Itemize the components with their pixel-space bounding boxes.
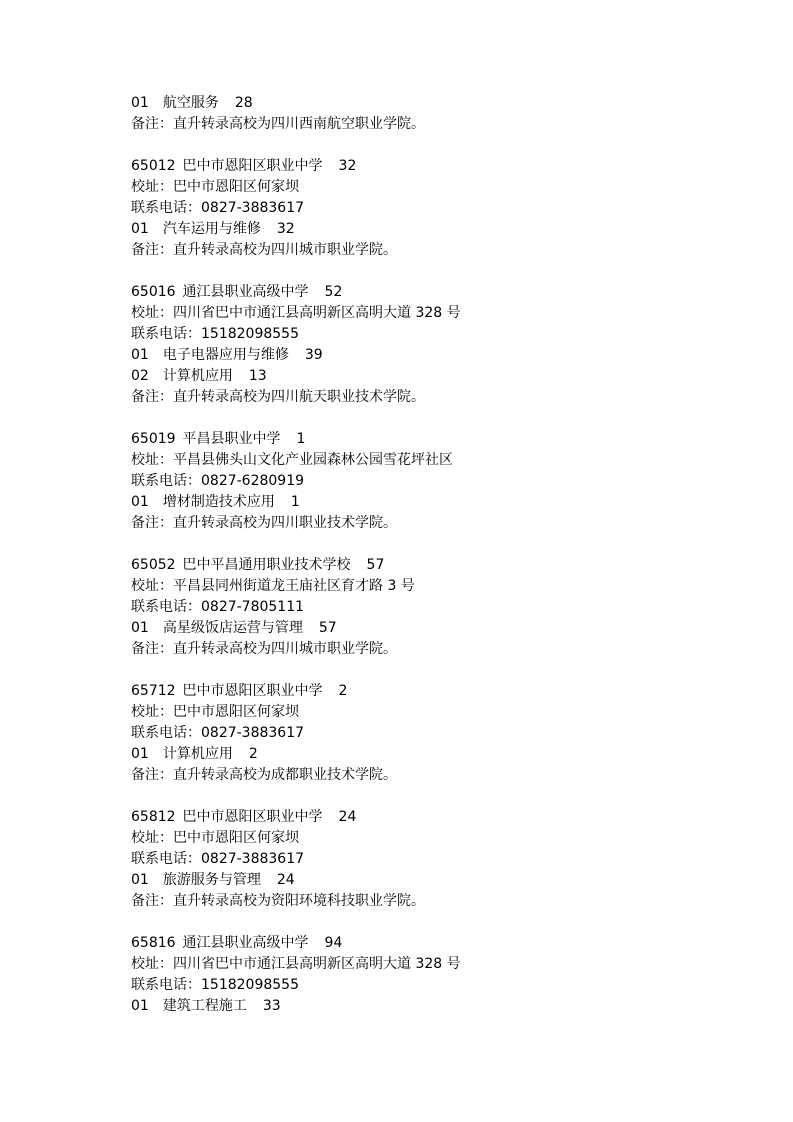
address-line xyxy=(131,954,753,975)
program-line xyxy=(131,618,753,639)
school-code: 65016 xyxy=(131,284,176,300)
phone-line xyxy=(131,849,753,870)
school-title-line xyxy=(131,156,753,177)
school-code: 65816 xyxy=(131,935,176,951)
program-code: 01 xyxy=(131,221,149,237)
phone-line xyxy=(131,975,753,996)
school-entry xyxy=(131,933,753,1017)
program-line xyxy=(131,366,753,387)
address-value: 巴中市恩阳区何家坝 xyxy=(173,179,299,195)
phone-value: 0827-7805111 xyxy=(201,599,305,615)
school-title-line xyxy=(131,282,753,303)
remark-college: 四川城市职业学院 xyxy=(271,242,383,258)
school-entry xyxy=(131,156,753,261)
address-value: 平昌县佛头山文化产业园森林公园雪花坪社区 xyxy=(173,452,453,468)
phone-line xyxy=(131,723,753,744)
program-code: 01 xyxy=(131,494,149,510)
address-label: 校址： xyxy=(131,305,173,321)
phone-label: 联系电话： xyxy=(131,851,201,867)
address-label: 校址： xyxy=(131,452,173,468)
school-entry xyxy=(131,681,753,786)
program-code: 02 xyxy=(131,368,149,384)
school-entry xyxy=(131,282,753,408)
remark-line xyxy=(131,891,753,912)
school-title-line xyxy=(131,807,753,828)
remark-prefix: 备注：直升转录高校为 xyxy=(131,242,271,258)
program-count: 33 xyxy=(262,998,281,1014)
program-code: 01 xyxy=(131,746,149,762)
address-value: 平昌县同州街道龙王庙社区育才路 3 号 xyxy=(173,578,415,594)
phone-line xyxy=(131,198,753,219)
program-name: 建筑工程施工 xyxy=(162,998,247,1014)
address-value: 四川省巴中市通江县高明新区高明大道 328 号 xyxy=(173,305,461,321)
phone-value: 15182098555 xyxy=(201,977,299,993)
address-line xyxy=(131,576,753,597)
remark-line xyxy=(131,114,753,135)
address-label: 校址： xyxy=(131,578,173,594)
school-name: 巴中市恩阳区职业中学 xyxy=(182,683,323,699)
address-line xyxy=(131,702,753,723)
remark-suffix: 。 xyxy=(411,116,425,132)
address-value: 巴中市恩阳区何家坝 xyxy=(173,830,299,846)
remark-prefix: 备注：直升转录高校为 xyxy=(131,641,271,657)
remark-suffix: 。 xyxy=(411,389,425,405)
remark-college: 四川职业技术学院 xyxy=(271,515,383,531)
remark-suffix: 。 xyxy=(411,893,425,909)
phone-label: 联系电话： xyxy=(131,200,201,216)
address-label: 校址： xyxy=(131,830,173,846)
school-name: 通江县职业高级中学 xyxy=(182,284,309,300)
phone-value: 0827-3883617 xyxy=(201,725,305,741)
remark-line xyxy=(131,387,753,408)
school-total: 52 xyxy=(324,284,343,300)
program-code: 01 xyxy=(131,347,149,363)
school-name: 巴中市恩阳区职业中学 xyxy=(182,809,323,825)
school-title-line xyxy=(131,681,753,702)
school-entry xyxy=(131,555,753,660)
school-name: 巴中市恩阳区职业中学 xyxy=(182,158,323,174)
program-code: 01 xyxy=(131,95,149,111)
school-total: 94 xyxy=(324,935,343,951)
remark-college: 成都职业技术学院 xyxy=(271,767,383,783)
phone-label: 联系电话： xyxy=(131,473,201,489)
program-line xyxy=(131,219,753,240)
school-entry xyxy=(131,429,753,534)
address-line xyxy=(131,303,753,324)
phone-value: 0827-6280919 xyxy=(201,473,305,489)
program-code: 01 xyxy=(131,998,149,1014)
program-count: 2 xyxy=(248,746,258,762)
phone-value: 0827-3883617 xyxy=(201,200,305,216)
remark-line xyxy=(131,765,753,786)
address-line xyxy=(131,828,753,849)
remark-prefix: 备注：直升转录高校为 xyxy=(131,893,271,909)
program-line xyxy=(131,93,753,114)
address-value: 四川省巴中市通江县高明新区高明大道 328 号 xyxy=(173,956,461,972)
school-title-line xyxy=(131,933,753,954)
entry-continuation xyxy=(131,93,753,135)
remark-prefix: 备注：直升转录高校为 xyxy=(131,116,271,132)
school-title-line xyxy=(131,429,753,450)
phone-label: 联系电话： xyxy=(131,599,201,615)
school-total: 1 xyxy=(296,431,306,447)
program-name: 计算机应用 xyxy=(162,746,233,762)
school-total: 57 xyxy=(366,557,385,573)
remark-college: 资阳环境科技职业学院 xyxy=(271,893,411,909)
program-name: 高星级饭店运营与管理 xyxy=(162,620,303,636)
remark-line xyxy=(131,513,753,534)
school-code: 65052 xyxy=(131,557,176,573)
address-label: 校址： xyxy=(131,956,173,972)
program-line xyxy=(131,996,753,1017)
remark-line xyxy=(131,639,753,660)
address-label: 校址： xyxy=(131,179,173,195)
program-name: 航空服务 xyxy=(162,95,219,111)
remark-prefix: 备注：直升转录高校为 xyxy=(131,389,271,405)
phone-line xyxy=(131,597,753,618)
school-code: 65812 xyxy=(131,809,176,825)
school-entry xyxy=(131,807,753,912)
phone-value: 15182098555 xyxy=(201,326,299,342)
remark-suffix: 。 xyxy=(383,641,397,657)
program-count: 32 xyxy=(276,221,295,237)
phone-label: 联系电话： xyxy=(131,977,201,993)
program-name: 旅游服务与管理 xyxy=(162,872,261,888)
school-total: 32 xyxy=(338,158,357,174)
remark-suffix: 。 xyxy=(383,767,397,783)
phone-label: 联系电话： xyxy=(131,725,201,741)
program-line xyxy=(131,870,753,891)
program-count: 57 xyxy=(318,620,337,636)
phone-line xyxy=(131,471,753,492)
phone-label: 联系电话： xyxy=(131,326,201,342)
school-code: 65012 xyxy=(131,158,176,174)
program-count: 24 xyxy=(276,872,295,888)
remark-college: 四川西南航空职业学院 xyxy=(271,116,411,132)
school-code: 65019 xyxy=(131,431,176,447)
remark-suffix: 。 xyxy=(383,242,397,258)
remark-prefix: 备注：直升转录高校为 xyxy=(131,767,271,783)
program-name: 增材制造技术应用 xyxy=(162,494,275,510)
program-name: 电子电器应用与维修 xyxy=(162,347,289,363)
remark-line xyxy=(131,240,753,261)
program-name: 汽车运用与维修 xyxy=(162,221,261,237)
program-code: 01 xyxy=(131,872,149,888)
school-total: 24 xyxy=(338,809,357,825)
remark-prefix: 备注：直升转录高校为 xyxy=(131,515,271,531)
phone-line xyxy=(131,324,753,345)
school-name: 巴中平昌通用职业技术学校 xyxy=(182,557,351,573)
school-code: 65712 xyxy=(131,683,176,699)
program-line xyxy=(131,492,753,513)
address-value: 巴中市恩阳区何家坝 xyxy=(173,704,299,720)
address-line xyxy=(131,177,753,198)
address-line xyxy=(131,450,753,471)
school-total: 2 xyxy=(338,683,348,699)
address-label: 校址： xyxy=(131,704,173,720)
program-code: 01 xyxy=(131,620,149,636)
remark-college: 四川航天职业技术学院 xyxy=(271,389,411,405)
program-name: 计算机应用 xyxy=(162,368,233,384)
program-line xyxy=(131,345,753,366)
school-name: 平昌县职业中学 xyxy=(182,431,281,447)
program-count: 1 xyxy=(290,494,300,510)
school-name: 通江县职业高级中学 xyxy=(182,935,309,951)
program-count: 13 xyxy=(248,368,267,384)
remark-suffix: 。 xyxy=(383,515,397,531)
program-line xyxy=(131,744,753,765)
phone-value: 0827-3883617 xyxy=(201,851,305,867)
program-count: 39 xyxy=(304,347,323,363)
remark-college: 四川城市职业学院 xyxy=(271,641,383,657)
school-title-line xyxy=(131,555,753,576)
program-count: 28 xyxy=(234,95,253,111)
